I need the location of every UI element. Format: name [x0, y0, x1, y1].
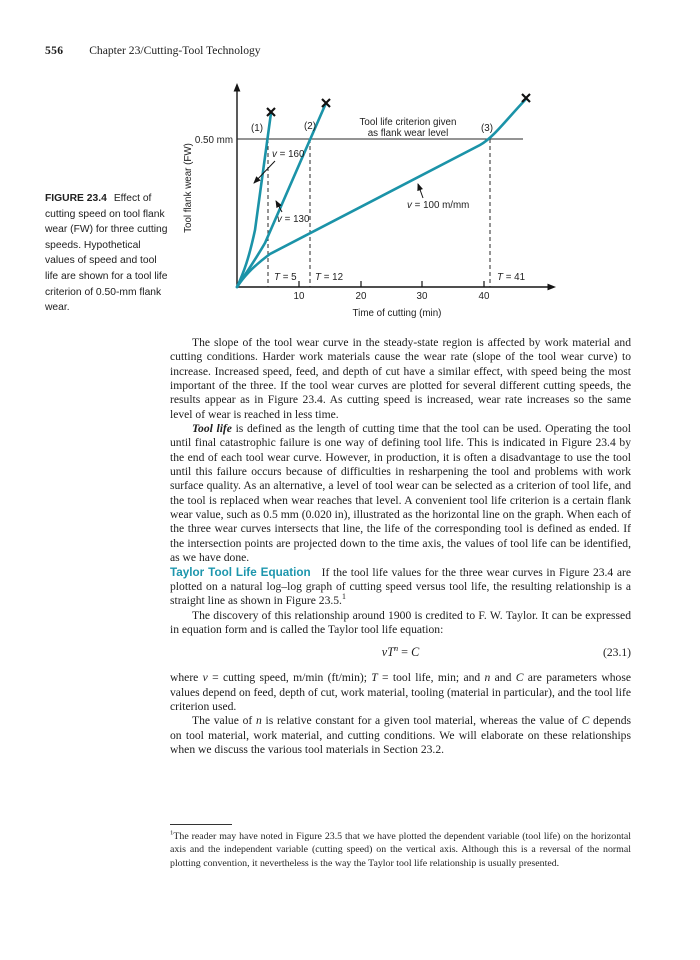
footnote-rule: [170, 824, 232, 825]
curve-label-2: (2): [304, 121, 316, 132]
x-tick-30: 30: [416, 291, 428, 302]
tool-life-label-2: T = 12: [315, 272, 344, 283]
page-header: [45, 44, 261, 57]
section-heading: Taylor Tool Life Equation: [170, 565, 311, 579]
figure-caption: [45, 191, 171, 316]
body-text-column: [170, 336, 631, 757]
equation-row: [170, 645, 631, 662]
x-axis-title: Time of cutting (min): [352, 308, 442, 319]
y-axis-arrow-icon: [234, 83, 241, 92]
taylor-equation: $vT^n = C$: [381, 644, 420, 660]
curve-label-1: (1): [251, 123, 263, 134]
paragraph-wear-slope: The slope of the tool wear curve in the steady-state region is affected by work material and cutting conditions. Harder work materials cause the wear rate (slope of the tool wear curve) to increase. Increased speed, feed, and depth of cut have a similar effect, with speed being the most important of the three. If the tool wear curves are plotted for several different cutting speeds, the results appear as in Figure 23.4. As cutting speed is increased, wear rate increases so the same level of wear is reached in less time.: [170, 336, 631, 421]
curve-label-3: (3): [481, 123, 493, 134]
equation-number: (23.1): [602, 646, 631, 660]
section-lead-text: If the tool life values for the three wear curves in Figure 23.4 are plotted on a natural log–log graph of cutting speed versus tool life, the resulting relationship is a straight line as shown in Figure 23.5.$^1$: [170, 565, 631, 608]
tool-life-label-1: T = 5: [274, 272, 297, 283]
paragraph-discovery: The discovery of this relationship around 1900 is credited to F. W. Taylor. It can be expressed in equation form and is called the Taylor tool life equation:: [170, 608, 631, 636]
x-tick-20: 20: [355, 291, 367, 302]
paragraph-tool-life: Tool life is defined as the length of cutting time that the tool can be used. Operating the tool until final catastrophic failure is one way of defining tool life. This is indicated in Figure 23.4 by the end of each tool wear curve. However, in production, it is often a disadvantage to use the tool until this failure occurs because of difficulties in resharpening the tool and problems with work surface quality. As an alternative, a level of tool wear can be selected as a criterion of tool life, and the tool is replaced when wear reaches that level. A convenient tool life criterion is a certain flank wear value, such as 0.5 mm (0.020 in), illustrated as the horizontal line on the graph. When each of the three wear curves intersects that line, the life of the corresponding tool is defined as ended. If the intersection points are projected down to the time axis, the values of tool life can be identified, as we have done.: [170, 422, 632, 565]
x-axis-arrow-icon: [548, 284, 557, 291]
criterion-note-line2: as flank wear level: [367, 128, 449, 139]
chapter-title: Chapter 23/Cutting-Tool Technology: [89, 44, 261, 57]
page-number: 556: [45, 44, 64, 57]
speed-label-160: v = 160: [272, 149, 305, 160]
figure-label: FIGURE 23.4: [45, 193, 107, 204]
figure-caption-text: Effect of cutting speed on tool flank wear (FW) for three cutting speeds. Hypothetical values of speed and tool life are shown for a tool life criterion of 0.50-mm flank wear.: [45, 193, 168, 314]
speed-label-130: v = 130: [277, 214, 310, 225]
footnote: [170, 824, 631, 870]
flank-wear-chart: [175, 82, 565, 334]
tool-life-label-3: T = 41: [497, 272, 526, 283]
speed-arrow-100: [418, 184, 423, 198]
criterion-note-line1: Tool life criterion given: [359, 117, 457, 128]
failure-x-markers: [267, 94, 530, 116]
y-axis-title: Tool flank wear (FW): [183, 143, 194, 233]
paragraph-n-and-c: The value of n is relative constant for a given tool material, whereas the value of C depends on tool material, work material, and cutting conditions. We will elaborate on these relationships when we discuss the various tool materials in Section 23.2.: [170, 714, 632, 756]
footnote-text: $^1$The reader may have noted in Figure 23.5 that we have plotted the dependent variable (tool life) on the horizontal axis and the independent variable (cutting speed) on the vertical axis. Although this is a reversal of the normal plotting convention, it nevertheless is the way the Taylor tool life relationship is usually presented.: [170, 829, 631, 869]
paragraph-where-terms: where v = cutting speed, m/min (ft/min); T = tool life, min; and n and C are parameters whose values depend on feed, depth of cut, work material, tooling (material in particular), and the tool life criterion used.: [170, 671, 631, 713]
speed-label-100: v = 100 m/mm: [407, 200, 470, 211]
x-tick-10: 10: [293, 291, 305, 302]
criterion-value-label: 0.50 mm: [194, 135, 233, 146]
x-tick-40: 40: [478, 291, 490, 302]
paragraph-taylor-section: [170, 566, 631, 609]
